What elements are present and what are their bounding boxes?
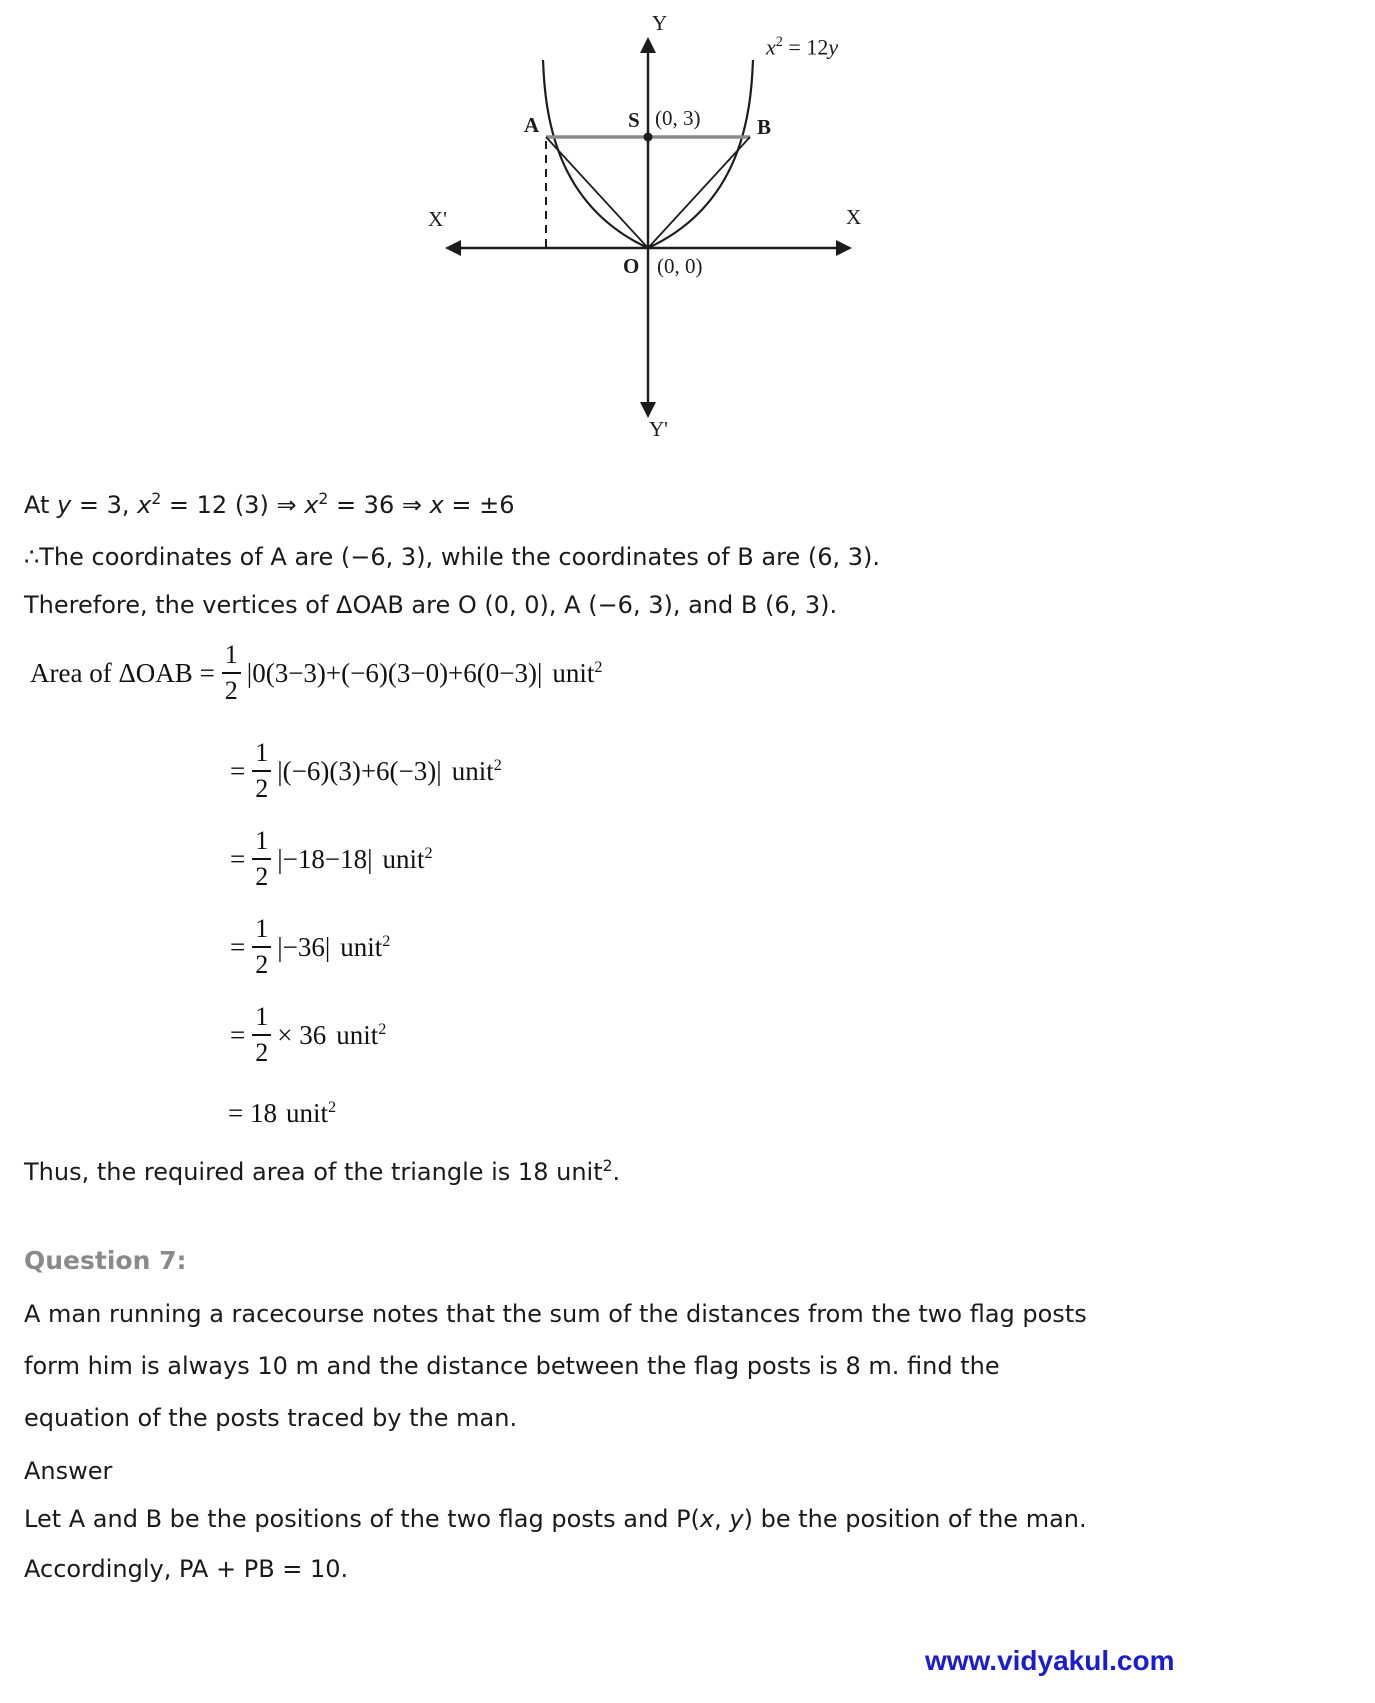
variable-x: x: [137, 491, 152, 519]
step-lead: Area of ΔOAB =: [30, 657, 215, 688]
fraction-one-half: [252, 740, 271, 802]
fraction-numerator: 1: [255, 826, 269, 855]
area-step-3: [230, 828, 433, 890]
step-lead: =: [230, 755, 246, 786]
fraction-denominator: 2: [252, 770, 271, 802]
coordinates-line: ∴The coordinates of A are (−6, 3), while the coordinates of B are (6, 3).: [24, 543, 880, 571]
x-axis-right-arrowhead: [836, 240, 852, 256]
text-segment: At: [24, 491, 58, 519]
step-lead: =: [230, 931, 246, 962]
equation-x: x: [766, 34, 776, 60]
text-segment: = 3,: [71, 491, 138, 519]
question-7-heading: Question 7:: [24, 1246, 187, 1275]
unit-text: unit: [340, 931, 383, 962]
exponent: 2: [318, 490, 329, 508]
conclusion-line: [24, 1150, 620, 1188]
step-unit: [383, 844, 433, 875]
unit-exponent: 2: [493, 755, 502, 774]
step-unit: [452, 756, 502, 787]
fraction-one-half: [252, 916, 271, 978]
step-expression: × 36: [277, 1019, 327, 1050]
fraction-denominator: 2: [252, 1034, 271, 1066]
answer-line-1: [24, 1503, 1087, 1535]
area-step-1: [30, 642, 603, 704]
answer-label: Answer: [24, 1457, 113, 1485]
exponent: 2: [151, 490, 162, 508]
parabola-equation-label: [766, 35, 838, 58]
unit-text: unit: [552, 657, 595, 688]
step-unit: [336, 1020, 386, 1051]
vertices-line: Therefore, the vertices of ΔOAB are O (0, 0), A (−6, 3), and B (6, 3).: [24, 591, 838, 619]
area-step-4: [230, 916, 390, 978]
y-axis-bottom-arrowhead: [640, 402, 656, 418]
variable-y: y: [57, 491, 72, 519]
x-axis-left-arrowhead: [445, 240, 461, 256]
fraction-denominator: 2: [252, 858, 271, 890]
y-axis-top-arrowhead: [640, 37, 656, 53]
area-step-2: [230, 740, 502, 802]
point-b-label: B: [757, 115, 772, 139]
fraction-one-half: [222, 642, 241, 704]
fraction-numerator: 1: [255, 914, 269, 943]
step-lead: =: [230, 1019, 246, 1050]
y-axis-negative-label: Y': [649, 417, 668, 441]
area-final-step: [228, 1098, 336, 1129]
question-7-line-3: equation of the posts traced by the man.: [24, 1404, 518, 1432]
unit-text: unit: [382, 843, 425, 874]
fraction-one-half: [252, 828, 271, 890]
answer-line-2: Accordingly, PA + PB = 10.: [24, 1555, 349, 1583]
line-ob: [648, 137, 750, 248]
text-segment: ,: [714, 1505, 730, 1533]
parabola-diagram: [400, 5, 880, 453]
unit-text: unit: [336, 1019, 379, 1050]
text-segment: ) be the position of the man.: [743, 1505, 1087, 1533]
fraction-denominator: 2: [252, 946, 271, 978]
step-lead: = 18: [228, 1098, 277, 1128]
substitution-line: [24, 483, 515, 521]
step-expression: |−36|: [277, 931, 331, 962]
text-segment: Thus, the required area of the triangle is 18 unit: [24, 1158, 603, 1186]
website-link[interactable]: www.vidyakul.com: [925, 1645, 1175, 1676]
unit-text: unit: [285, 1098, 328, 1128]
origin-label: O: [623, 254, 640, 278]
unit-exponent: 2: [602, 1157, 613, 1175]
unit-text: unit: [451, 755, 494, 786]
text-segment: = 36 ⇒: [328, 491, 430, 519]
equation-y: y: [828, 34, 839, 60]
step-lead: =: [230, 843, 246, 874]
equation-rest: = 12: [782, 34, 829, 60]
unit-exponent: 2: [382, 931, 391, 950]
step-expression: |−18−18|: [277, 843, 373, 874]
step-expression: |0(3−3)+(−6)(3−0)+6(0−3)|: [246, 657, 543, 688]
point-a-label: A: [524, 113, 540, 137]
text-segment: = ±6: [443, 491, 515, 519]
point-s-coordinates: (0, 3): [655, 106, 701, 130]
step-unit: [552, 658, 602, 689]
equation-exponent: 2: [775, 34, 783, 50]
x-axis-negative-label: X': [428, 207, 447, 231]
variable-x: x: [304, 491, 319, 519]
origin-coordinates: (0, 0): [657, 254, 703, 278]
step-expression: |(−6)(3)+6(−3)|: [277, 755, 442, 786]
area-step-5: [230, 1004, 386, 1066]
parabola-diagram-svg: [400, 5, 880, 453]
fraction-one-half: [252, 1004, 271, 1066]
fraction-numerator: 1: [255, 738, 269, 767]
unit-exponent: 2: [594, 657, 603, 676]
unit-exponent: 2: [328, 1098, 337, 1116]
y-axis-label: Y: [652, 11, 668, 35]
variable-y: y: [729, 1505, 744, 1533]
fraction-denominator: 2: [222, 672, 241, 704]
unit-exponent: 2: [424, 843, 433, 862]
variable-x: x: [699, 1505, 715, 1533]
line-oa: [546, 137, 648, 248]
question-7-line-1: A man running a racecourse notes that the sum of the distances from the two flag posts: [24, 1300, 1087, 1328]
question-7-line-2: form him is always 10 m and the distance between the flag posts is 8 m. find the: [24, 1352, 1000, 1380]
point-s-label: S: [628, 108, 640, 132]
step-unit: [340, 932, 390, 963]
step-unit: [286, 1098, 336, 1129]
fraction-numerator: 1: [224, 640, 238, 669]
x-axis-label: X: [846, 205, 862, 229]
unit-exponent: 2: [378, 1019, 387, 1038]
fraction-numerator: 1: [255, 1002, 269, 1031]
text-segment: Let A and B be the positions of the two flag posts and P(: [24, 1505, 700, 1533]
text-segment: = 12 (3) ⇒: [161, 491, 305, 519]
focus-point-dot: [644, 133, 653, 142]
text-segment: .: [612, 1158, 621, 1186]
variable-x: x: [429, 491, 444, 519]
